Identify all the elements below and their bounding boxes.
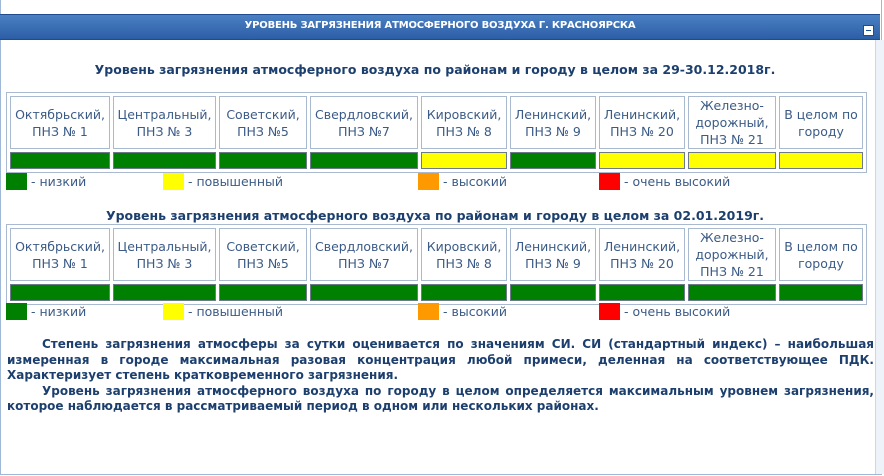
district-cell (10, 228, 110, 281)
pollution-level-indicator (219, 152, 307, 169)
district-label-line2: ПНЗ №5 (237, 123, 289, 139)
district-cell (421, 228, 507, 281)
legend-swatch-elevated (163, 173, 184, 190)
legend-1 (0, 173, 880, 193)
legend-label-high: - высокий (443, 304, 508, 319)
district-cell (510, 96, 596, 149)
district-table-2 (6, 224, 867, 305)
district-label-line1: В целом по (784, 238, 858, 254)
notes (7, 337, 874, 415)
district-label-line2: ПНЗ № 1 (32, 255, 88, 271)
district-cell (113, 228, 216, 281)
scrollbar[interactable] (875, 40, 884, 474)
pollution-level-indicator (421, 284, 507, 301)
district-label-line1: Ленинский, (514, 106, 592, 122)
district-label-line2: ПНЗ № 20 (610, 123, 674, 139)
legend-label-elevated: - повышенный (188, 174, 284, 189)
district-label-line1: Октябрьский, (15, 238, 105, 254)
district-label-line2: ПНЗ № 8 (436, 123, 492, 139)
district-label-line3: ПНЗ № 21 (700, 264, 764, 279)
district-label-line1: Свердловский, (314, 106, 413, 122)
pollution-level-indicator (421, 152, 507, 169)
district-label-line1: Советский, (226, 238, 300, 254)
legend-swatch-very_high (599, 173, 620, 190)
pollution-level-indicator (510, 284, 596, 301)
district-label-line2: ПНЗ № 3 (136, 255, 193, 271)
district-label-line2: городу (798, 255, 844, 271)
district-label-line2: ПНЗ №7 (338, 123, 390, 139)
district-label-line2: ПНЗ № 9 (525, 123, 581, 139)
pollution-level-indicator (779, 152, 863, 169)
district-label-line2: ПНЗ № 3 (136, 123, 193, 139)
report-heading-1: Уровень загрязнения атмосферного воздуха по районам и городу в целом за 29-30.12.2018г. (94, 62, 776, 77)
district-cell (219, 96, 307, 149)
district-label-line1: Ленинский, (603, 238, 681, 254)
legend-label-high: - высокий (443, 174, 508, 189)
district-label-line2: ПНЗ №7 (338, 255, 390, 271)
pollution-level-indicator (113, 152, 216, 169)
pollution-level-indicator (310, 284, 418, 301)
district-label-line1: Железно- (700, 98, 764, 113)
district-cell (113, 96, 216, 149)
district-label-line1: Ленинский, (603, 106, 681, 122)
district-label-line2: ПНЗ № 9 (525, 255, 581, 271)
district-cell (779, 96, 863, 149)
district-label-line1: Железно- (700, 230, 764, 245)
pollution-level-indicator (688, 284, 776, 301)
district-label-line3: ПНЗ № 21 (700, 132, 764, 147)
district-cell (310, 96, 418, 149)
collapse-icon[interactable] (863, 25, 874, 36)
district-cell (510, 228, 596, 281)
legend-2 (0, 303, 880, 323)
pollution-level-indicator (779, 284, 863, 301)
legend-swatch-very_high (599, 303, 620, 320)
district-table-1 (6, 92, 867, 173)
panel-title: УРОВЕНЬ ЗАГРЯЗНЕНИЯ АТМОСФЕРНОГО ВОЗДУХА Г. КРАСНОЯРСКА (244, 20, 636, 31)
district-label-line2: ПНЗ № 20 (610, 255, 674, 271)
pollution-level-indicator (10, 284, 110, 301)
panel-titlebar (0, 14, 880, 40)
district-cell (310, 228, 418, 281)
district-label-line1: Центральный, (117, 106, 212, 122)
district-label-line1: Свердловский, (314, 238, 413, 254)
pollution-level-indicator (599, 284, 685, 301)
note-si-definition: Степень загрязнения атмосферы за сутки оценивается по значениям СИ. СИ (стандартный индекс) – наибольшая измеренная в городе максимальная разовая концентрация любой примеси, деленная на соответствующее ПДК. Характеризует степень кратковременного загрязнения. (7, 337, 874, 382)
district-label-line2: ПНЗ № 8 (436, 255, 492, 271)
pollution-level-indicator (310, 152, 418, 169)
legend-label-very_high: - очень высокий (624, 304, 731, 319)
district-cell (421, 96, 507, 149)
district-cell (10, 96, 110, 149)
district-cell (599, 228, 685, 281)
district-label-line1: В целом по (784, 106, 858, 122)
legend-swatch-high (418, 173, 439, 190)
district-label-line1: Кировский, (426, 238, 502, 254)
legend-swatch-high (418, 303, 439, 320)
district-label-line2: ПНЗ № 1 (32, 123, 88, 139)
district-label-line2: городу (798, 123, 844, 139)
pollution-level-indicator (10, 152, 110, 169)
pollution-level-indicator (599, 152, 685, 169)
legend-swatch-low (6, 173, 27, 190)
district-cell (688, 96, 776, 149)
district-cell (688, 228, 776, 281)
district-label-line1: Центральный, (117, 238, 212, 254)
pollution-level-indicator (219, 284, 307, 301)
district-label-line1: Кировский, (426, 106, 502, 122)
district-cell (599, 96, 685, 149)
district-cell (219, 228, 307, 281)
legend-swatch-elevated (163, 303, 184, 320)
pollution-level-indicator (510, 152, 596, 169)
district-label-line1: Октябрьский, (15, 106, 105, 122)
district-label-line2: дорожный, (695, 247, 769, 262)
district-label-line1: Советский, (226, 106, 300, 122)
district-label-line2: дорожный, (695, 115, 769, 130)
district-label-line2: ПНЗ №5 (237, 255, 289, 271)
legend-label-elevated: - повышенный (188, 304, 284, 319)
legend-label-low: - низкий (31, 174, 87, 189)
legend-swatch-low (6, 303, 27, 320)
district-cell (779, 228, 863, 281)
legend-label-very_high: - очень высокий (624, 174, 731, 189)
pollution-level-indicator (113, 284, 216, 301)
legend-label-low: - низкий (31, 304, 87, 319)
district-label-line1: Ленинский, (514, 238, 592, 254)
report-heading-2: Уровень загрязнения атмосферного воздуха по районам и городу в целом за 02.01.2019г. (105, 208, 765, 223)
note-city-level: Уровень загрязнения атмосферного воздуха по городу в целом определяется максимальным уровнем загрязнения, которое наблюдается в рассматриваемый период в одном или нескольких районах. (7, 383, 874, 413)
pollution-level-indicator (688, 152, 776, 169)
